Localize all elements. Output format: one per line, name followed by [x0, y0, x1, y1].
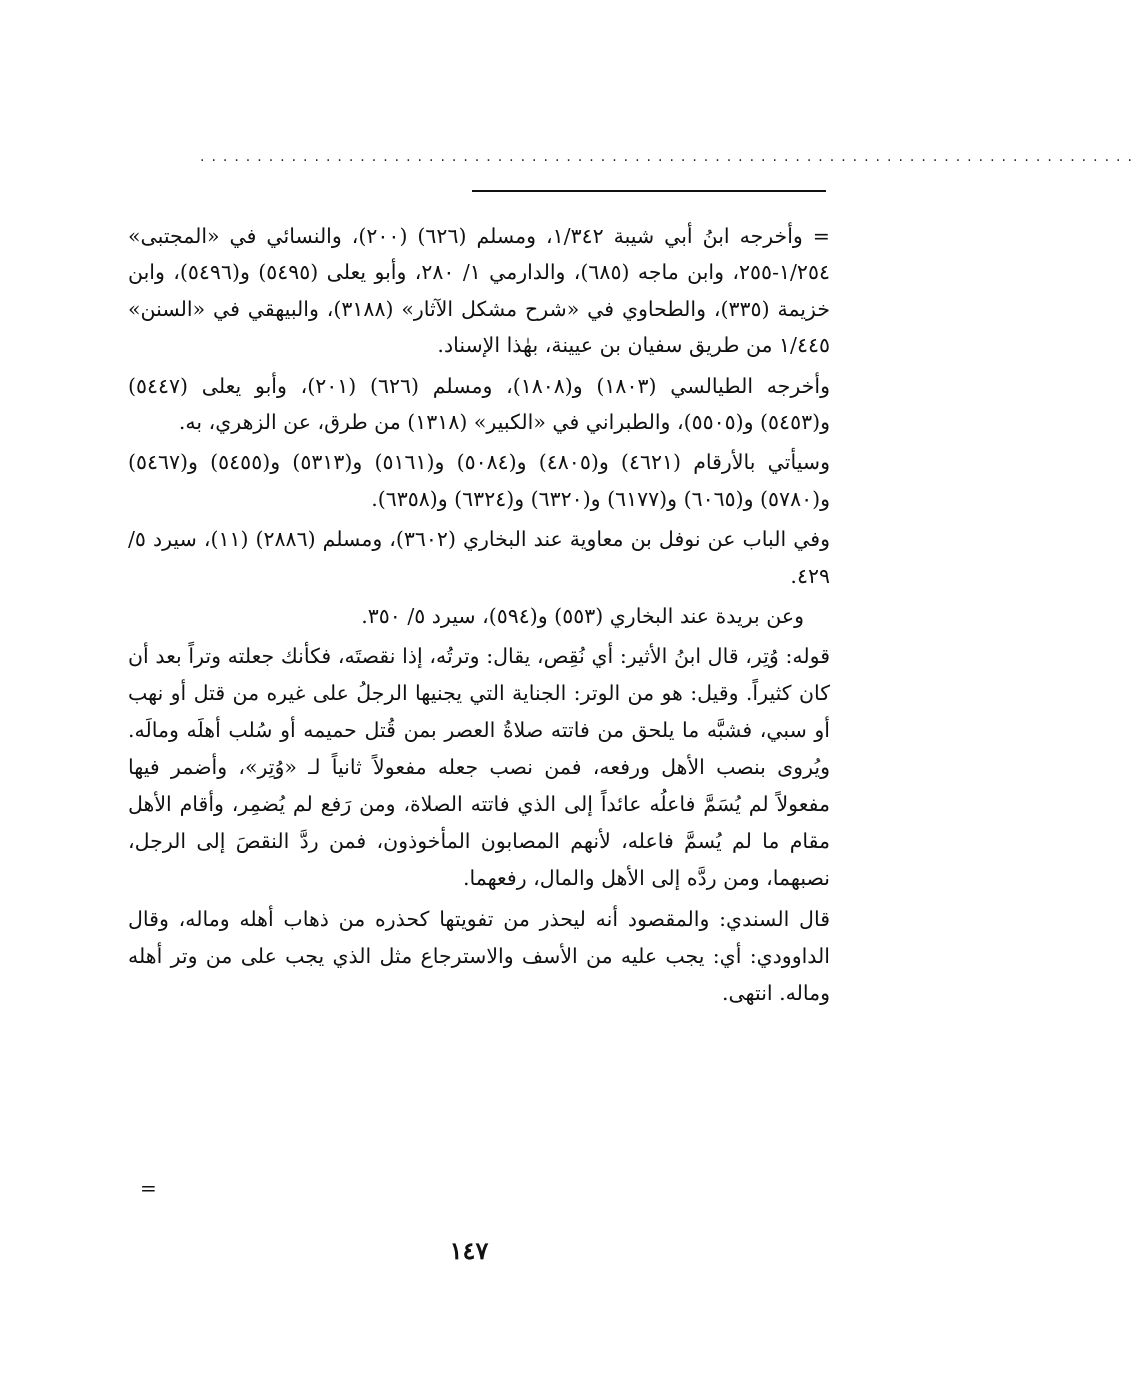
footnotes-section: [128, 218, 830, 634]
footnote-paragraph: وفي الباب عن نوفل بن معاوية عند البخاري (٣٦٠٢)، ومسلم (٢٨٨٦) (١١)، سيرد ٥/ ٤٢٩.: [128, 527, 830, 588]
page-number: ١٤٧: [449, 1236, 489, 1265]
footnote-paragraph: وأخرجه الطيالسي (١٨٠٣) و(١٨٠٨)، ومسلم (٦٢٦) (٢٠١)، وأبو يعلى (٥٤٤٧) و(٥٤٥٣) و(٥٥٠٥)، والطبراني في «الكبير» (١٣١٨) من طرق، عن الزهري، به.: [128, 373, 830, 435]
footnote-paragraph: وسيأتي بالأرقام (٤٦٢١) و(٤٨٠٥) و(٥٠٨٤) و(٥١٦١) و(٥٣١٣) و(٥٤٥٥) و(٥٤٦٧) و(٥٧٨٠) و(٦٠٦٥) و(٦١٧٧) و(٦٣٢٠) و(٦٣٢٤) و(٦٣٥٨).: [128, 450, 830, 511]
commentary-section: [128, 638, 830, 1011]
continuation-mark: =: [140, 1176, 157, 1200]
page-body: [128, 218, 830, 1016]
footnote-paragraph: = وأخرجه ابنُ أبي شيبة ١/٣٤٢، ومسلم (٦٢٦) (٢٠٠)، والنسائي في «المجتبى» ١/٢٥٤-٢٥٥، وابن ماجه (٦٨٥)، والدارمي ١/ ٢٨٠، وأبو يعلى (٥٤٩٥) و(٥٤٩٦)، وابن خزيمة (٣٣٥)، والطحاوي في «شرح مشكل الآثار» (٣١٨٨)، والبيهقي في «السنن» ١/٤٤٥ من طريق سفيان بن عيينة، بهٰذا الإسناد.: [128, 224, 830, 358]
separator-dots: ..................................................................................: [200, 149, 1139, 165]
commentary-paragraph: قال السندي: والمقصود أنه ليحذر من تفويتها كحذره من ذهاب أهله وماله، وقال الداوودي: أي: يجب عليه من الأسف والاسترجاع مثل الذي يجب على من وتر أهله وماله. انتهى.: [128, 906, 830, 1005]
commentary-paragraph: قوله: وُتِر، قال ابنُ الأثير: أي نُقِص، يقال: وترتُه، إذا نقصتَه، فكأنك جعلته وتراً بعد أن كان كثيراً. وقيل: هو من الوتر: الجناية التي يجنيها الرجلُ على غيره من قتل أو نهب أو سبي، فشبَّه ما يلحق من فاتته صلاةُ العصر بمن قُتل حميمه أو سُلب أهلَه ومالَه. ويُروى بنصب الأهل ورفعه، فمن نصب جعله مفعولاً ثانياً لـ «وُتِر»، وأضمر فيها مفعولاً لم يُسَمَّ فاعلُه عائداً إلى الذي فاتته الصلاة، ومن رَفع لم يُضمِر، وأقام الأهل مقام ما لم يُسمَّ فاعله، لأنهم المصابون المأخوذون، فمن ردَّ النقصَ إلى الرجل، نصبهما، ومن ردَّه إلى الأهل والمال، رفعهما.: [128, 644, 830, 890]
footnote-rule: [472, 190, 826, 192]
footnote-paragraph: وعن بريدة عند البخاري (٥٥٣) و(٥٩٤)، سيرد ٥/ ٣٥٠.: [361, 604, 804, 629]
